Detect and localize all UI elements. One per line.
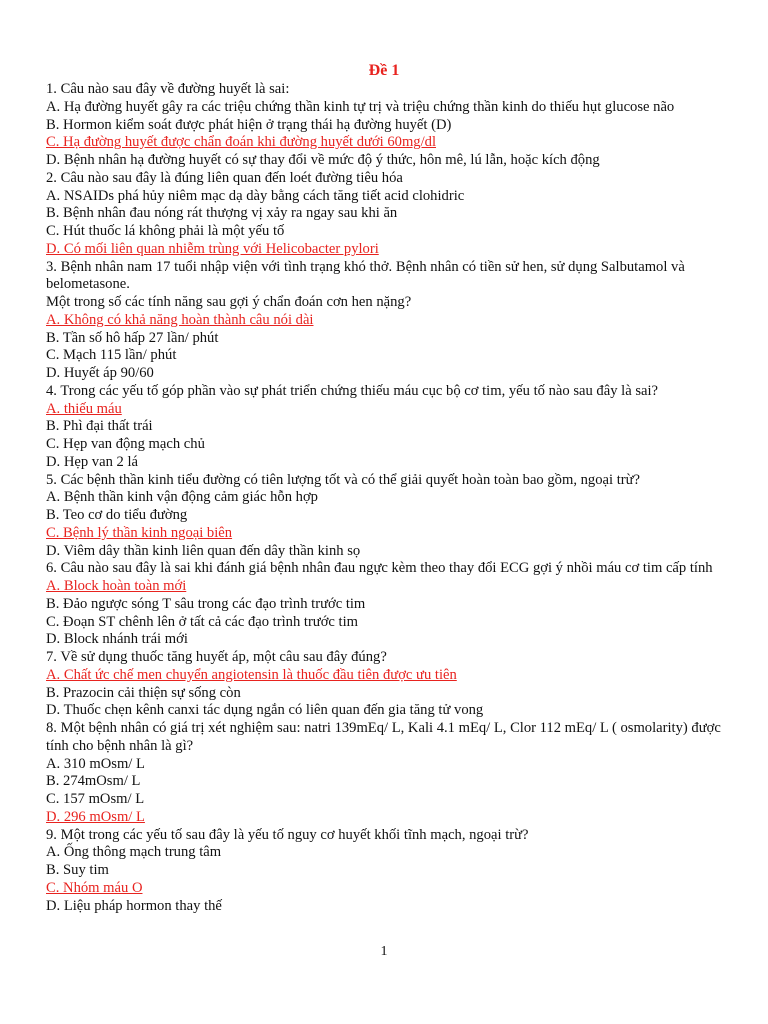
answer-option: B. Suy tim: [46, 862, 109, 878]
answer-option: B. Đảo ngược sóng T sâu trong các đạo trình trước tim: [46, 595, 366, 612]
answer-option: D. Viêm dây thần kinh liên quan đến dây thần kinh sọ: [46, 542, 361, 559]
answer-option: C. 157 mOsm/ L: [46, 791, 145, 807]
question-7: [46, 649, 722, 720]
question-5: [46, 472, 722, 561]
answer-option: A. Bệnh thần kinh vận động cảm giác hỗn hợp: [46, 489, 318, 506]
answer-option: D. Liệu pháp hormon thay thế: [46, 897, 222, 914]
question-stem: 8. Một bệnh nhân có giá trị xét nghiệm sau: natri 139mEq/ L, Kali 4.1 mEq/ L, Clor 112 mEq/ L ( osmolarity) được tính cho bệnh nhân là gì?: [46, 720, 721, 754]
question-stem: 5. Các bệnh thần kinh tiểu đường có tiên lượng tốt và có thể giải quyết hoàn toàn bao gồm, ngoại trừ?: [46, 471, 640, 488]
answer-option-correct: C. Nhóm máu O: [46, 879, 143, 896]
question-stem: Một trong số các tính năng sau gợi ý chẩn đoán cơn hen nặng?: [46, 294, 412, 310]
answer-option: C. Đoạn ST chênh lên ở tất cả các đạo trình trước tim: [46, 613, 359, 630]
page-title: Đề 1: [368, 62, 400, 79]
answer-option: B. Tần số hô hấp 27 lần/ phút: [46, 329, 219, 346]
answer-option: B. 274mOsm/ L: [46, 773, 141, 790]
answer-option: C. Hẹp van động mạch chủ: [46, 436, 205, 452]
question-8: [46, 720, 722, 827]
answer-option: D. Bệnh nhân hạ đường huyết có sự thay đổi về mức độ ý thức, hôn mê, lú lẫn, hoặc kích động: [46, 152, 600, 168]
question-stem: 6. Câu nào sau đây là sai khi đánh giá bệnh nhân đau ngực kèm theo thay đổi ECG gợi ý nhồi máu cơ tim cấp tính: [46, 560, 713, 577]
question-stem: 1. Câu nào sau đây về đường huyết là sai:: [46, 81, 290, 97]
question-stem: 4. Trong các yếu tố góp phần vào sự phát triển chứng thiếu máu cục bộ cơ tim, yếu tố nào sau đây là sai?: [46, 382, 659, 399]
question-9: [46, 827, 722, 916]
answer-option: D. Block nhánh trái mới: [46, 631, 188, 648]
answer-option: D. Huyết áp 90/60: [46, 365, 154, 381]
answer-option-correct: D. 296 mOsm/ L: [46, 808, 145, 825]
answer-option-correct: A. Chất ức chế men chuyển angiotensin là thuốc đầu tiên được ưu tiên: [46, 666, 457, 683]
answer-option: B. Teo cơ do tiểu đường: [46, 507, 188, 523]
question-2: [46, 170, 722, 259]
answer-option: B. Prazocin cải thiện sự sống còn: [46, 684, 241, 701]
page-number: 1: [380, 944, 388, 959]
answer-option-correct: A. thiếu máu: [46, 400, 122, 417]
answer-option: C. Mạch 115 lần/ phút: [46, 347, 177, 364]
answer-option-correct: D. Có mối liên quan nhiễm trùng với Helicobacter pylori: [46, 240, 379, 257]
answer-option: D. Hẹp van 2 lá: [46, 453, 138, 470]
answer-option: B. Hormon kiểm soát được phát hiện ở trạng thái hạ đường huyết (D): [46, 116, 452, 133]
answer-option-correct: C. Hạ đường huyết được chẩn đoán khi đường huyết dưới 60mg/dl: [46, 134, 437, 151]
question-4: [46, 383, 722, 472]
answer-option: C. Hút thuốc lá không phải là một yếu tố: [46, 223, 285, 239]
question-1: [46, 81, 722, 170]
answer-option: A. 310 mOsm/ L: [46, 755, 145, 772]
answer-option: A. NSAIDs phá hủy niêm mạc dạ dày bằng cách tăng tiết acid clohidric: [46, 187, 465, 204]
question-stem: 9. Một trong các yếu tố sau đây là yếu tố nguy cơ huyết khối tĩnh mạch, ngoại trừ?: [46, 826, 529, 843]
question-stem: 7. Về sử dụng thuốc tăng huyết áp, một câu sau đây đúng?: [46, 649, 387, 665]
question-stem: 3. Bệnh nhân nam 17 tuổi nhập viện với tình trạng khó thở. Bệnh nhân có tiền sử hen, sử dụng Salbutamol và belometasone.: [46, 258, 685, 293]
answer-option-correct: A. Không có khả năng hoàn thành câu nói dài: [46, 311, 314, 328]
answer-option: B. Phì đại thất trái: [46, 418, 153, 435]
answer-option: A. Hạ đường huyết gây ra các triệu chứng thần kinh tự trị và triệu chứng thần kinh do thiếu hụt glucose não: [46, 98, 675, 115]
answer-option-correct: A. Block hoàn toàn mới: [46, 578, 187, 594]
question-list: [46, 81, 722, 915]
question-3: [46, 259, 722, 383]
answer-option: A. Ống thông mạch trung tâm: [46, 844, 222, 861]
answer-option: D. Thuốc chẹn kênh canxi tác dụng ngắn có liên quan đến gia tăng tử vong: [46, 702, 484, 719]
question-stem: 2. Câu nào sau đây là đúng liên quan đến loét đường tiêu hóa: [46, 169, 403, 186]
question-6: [46, 560, 722, 649]
answer-option: B. Bệnh nhân đau nóng rát thượng vị xảy ra ngay sau khi ăn: [46, 205, 398, 222]
answer-option-correct: C. Bệnh lý thần kinh ngoại biên: [46, 524, 233, 541]
